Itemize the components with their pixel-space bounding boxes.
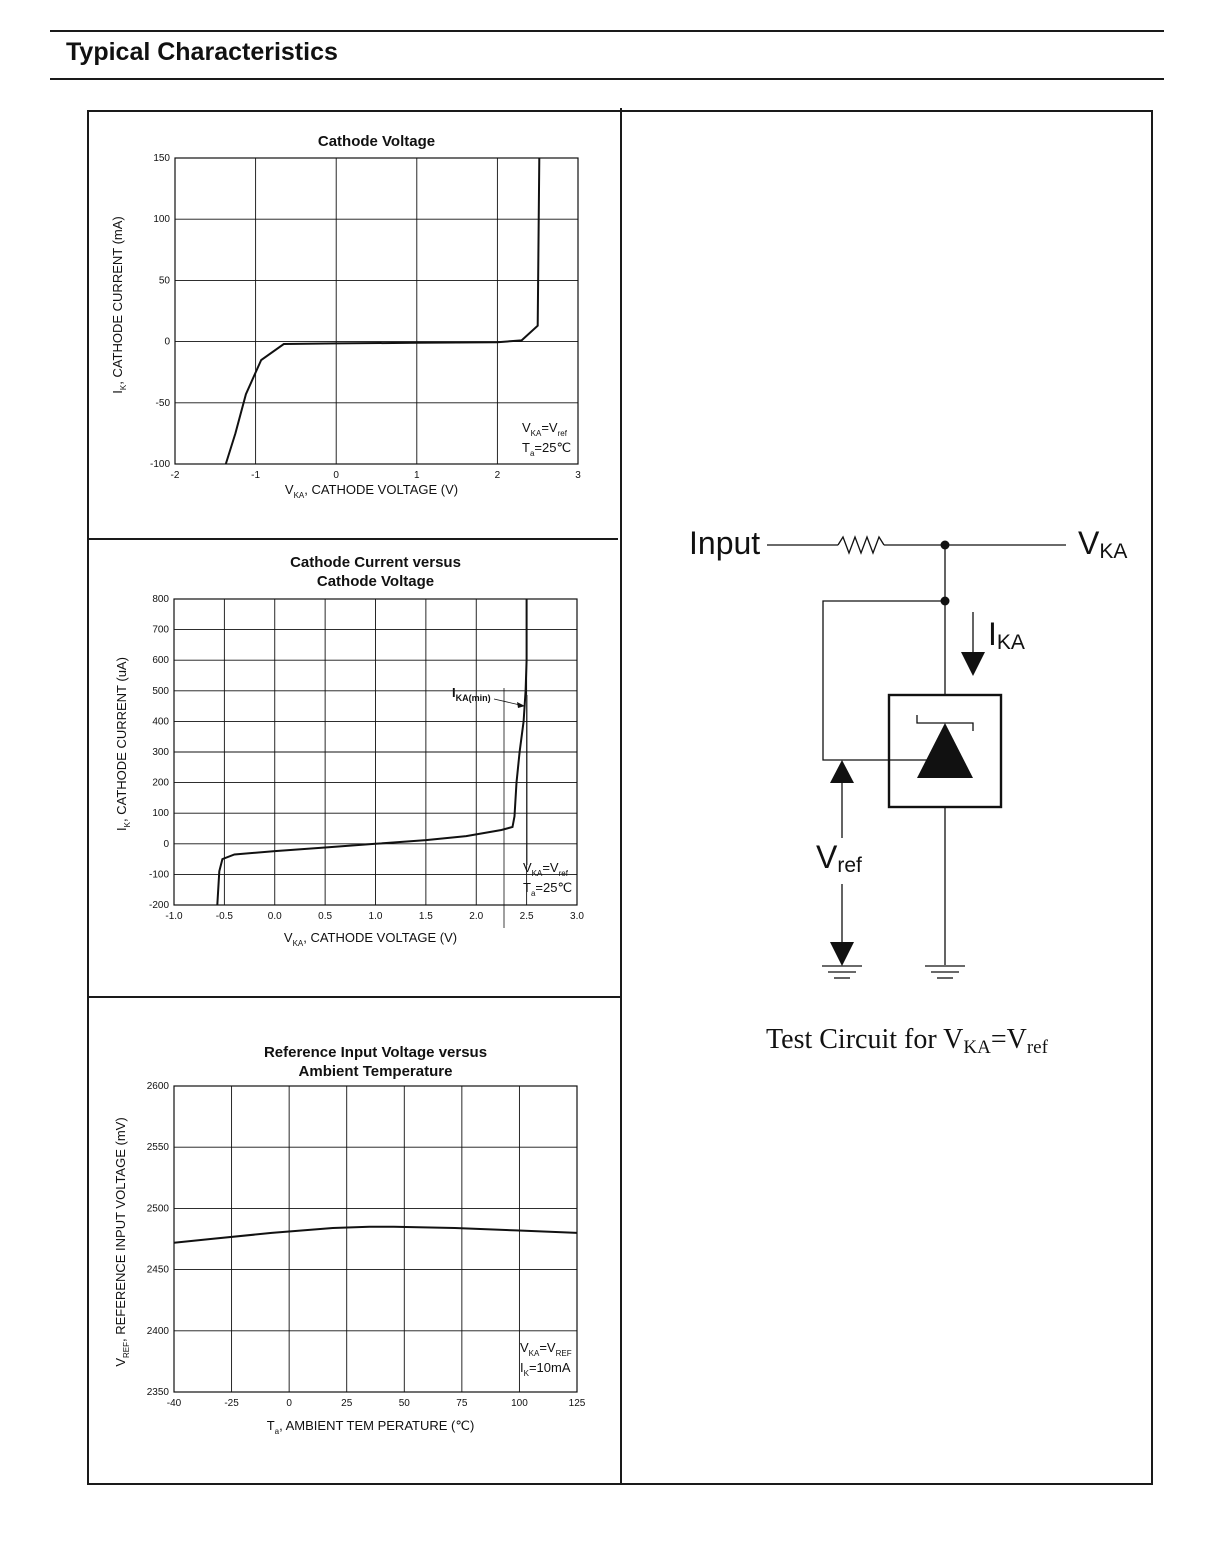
resistor-symbol [838, 537, 884, 553]
y-axis-label: $I_K$, CATHODE CURRENT (mA) [110, 216, 128, 394]
y-tick-label: 100 [152, 808, 169, 820]
y-tick-label: 100 [153, 214, 170, 226]
x-tick-label: 2.0 [469, 911, 484, 922]
y-tick-label: 400 [152, 716, 169, 728]
ika-arrow-icon [961, 652, 985, 676]
x-axis-label: $T_a$, AMBIENT TEM PERATURE (℃) [266, 1418, 475, 1436]
regulator-triangle-icon [917, 723, 973, 778]
page-title: Typical Characteristics [66, 38, 338, 66]
x-tick-label: -1 [251, 470, 261, 481]
x-tick-label: 0 [286, 1398, 292, 1409]
chart-title-line: Cathode Current versus [290, 554, 461, 571]
y-tick-label: 500 [152, 685, 169, 697]
y-tick-label: 700 [152, 624, 169, 636]
y-tick-label: 2350 [146, 1387, 169, 1398]
vref-up-arrow-icon [830, 760, 854, 783]
condition-text-2: $I_K=10mA$ [520, 1360, 571, 1378]
x-tick-label: 0 [333, 470, 339, 481]
y-tick-label: 600 [152, 655, 169, 667]
ika-label: IKA [988, 616, 1025, 654]
chart-2 [114, 554, 584, 948]
y-tick-label: 2400 [146, 1325, 169, 1337]
x-tick-label: 1.5 [418, 911, 433, 922]
x-tick-label: -40 [166, 1398, 182, 1409]
test-circuit [689, 525, 1127, 978]
annotation-leader-line [494, 699, 520, 705]
x-tick-label: 100 [511, 1398, 528, 1409]
condition-text-1: $V_{KA}=V_{ref}$ [522, 420, 567, 438]
y-tick-label: 0 [164, 336, 170, 348]
chart-title-line: Ambient Temperature [298, 1063, 453, 1080]
x-tick-label: 1 [414, 470, 420, 481]
y-tick-label: 2450 [146, 1264, 169, 1276]
circuit-caption: Test Circuit for VKA=Vref [766, 1024, 1048, 1058]
y-tick-label: 200 [152, 777, 169, 789]
x-tick-label: -2 [170, 470, 180, 481]
x-tick-label: 3 [575, 470, 581, 481]
y-tick-label: 2600 [146, 1081, 169, 1092]
y-axis-label: $V_{REF}$, REFERENCE INPUT VOLTAGE (mV) [113, 1117, 131, 1367]
x-axis-label: $V_{KA}$, CATHODE VOLTAGE (V) [284, 482, 459, 500]
y-tick-label: 0 [163, 838, 169, 850]
x-tick-label: 0.0 [267, 911, 282, 922]
chart-title-line: Cathode Voltage [316, 573, 435, 590]
x-tick-label: 2 [494, 470, 501, 481]
charts-layer [110, 133, 586, 1436]
x-axis-label: $V_{KA}$, CATHODE VOLTAGE (V) [283, 930, 458, 948]
plot-frame [174, 1086, 577, 1392]
y-tick-label: 800 [152, 594, 169, 605]
condition-text-1: $V_{KA}=V_{REF}$ [520, 1340, 572, 1358]
y-axis-label: $I_K$, CATHODE CURRENT (uA) [114, 657, 132, 831]
input-label: Input [689, 525, 761, 561]
series-line [226, 158, 540, 464]
chart-3 [113, 1044, 586, 1436]
x-tick-label: 3.0 [570, 911, 584, 922]
x-tick-label: 1.0 [368, 911, 383, 922]
condition-text-2: $T_a=25℃$ [522, 440, 572, 458]
y-tick-label: 50 [158, 275, 170, 287]
x-tick-label: 50 [398, 1398, 410, 1409]
x-tick-label: 0.5 [318, 911, 333, 922]
chart-title-line: Reference Input Voltage versus [263, 1044, 488, 1061]
x-tick-label: -1.0 [165, 911, 183, 922]
chart-1 [110, 133, 581, 500]
x-tick-label: -25 [224, 1398, 239, 1409]
x-tick-label: 25 [341, 1398, 353, 1409]
condition-text-1: $V_{KA}=V_{ref}$ [523, 860, 568, 878]
x-tick-label: 2.5 [519, 911, 534, 922]
plot-frame [175, 158, 578, 464]
y-tick-label: -100 [148, 869, 169, 881]
x-tick-label: 75 [456, 1398, 468, 1409]
ika-min-annotation: $I_{KA(min)}$ [452, 685, 491, 703]
y-tick-label: 150 [153, 153, 170, 164]
vka-label: VKA [1078, 525, 1128, 563]
series-line [174, 1227, 577, 1243]
chart-title-line: Cathode Voltage [317, 133, 436, 150]
vref-down-arrow-icon [830, 942, 854, 966]
y-tick-label: 2500 [146, 1203, 169, 1215]
condition-text-2: $T_a=25℃$ [523, 880, 573, 898]
vref-label: Vref [816, 839, 862, 877]
y-tick-label: -100 [149, 459, 170, 470]
y-tick-label: 300 [152, 747, 169, 758]
y-tick-label: -200 [148, 900, 169, 911]
feedback-wire [823, 601, 945, 760]
y-tick-label: -50 [155, 397, 170, 409]
y-tick-label: 2550 [146, 1142, 169, 1154]
x-tick-label: -0.5 [215, 911, 233, 922]
x-tick-label: 125 [568, 1398, 586, 1409]
